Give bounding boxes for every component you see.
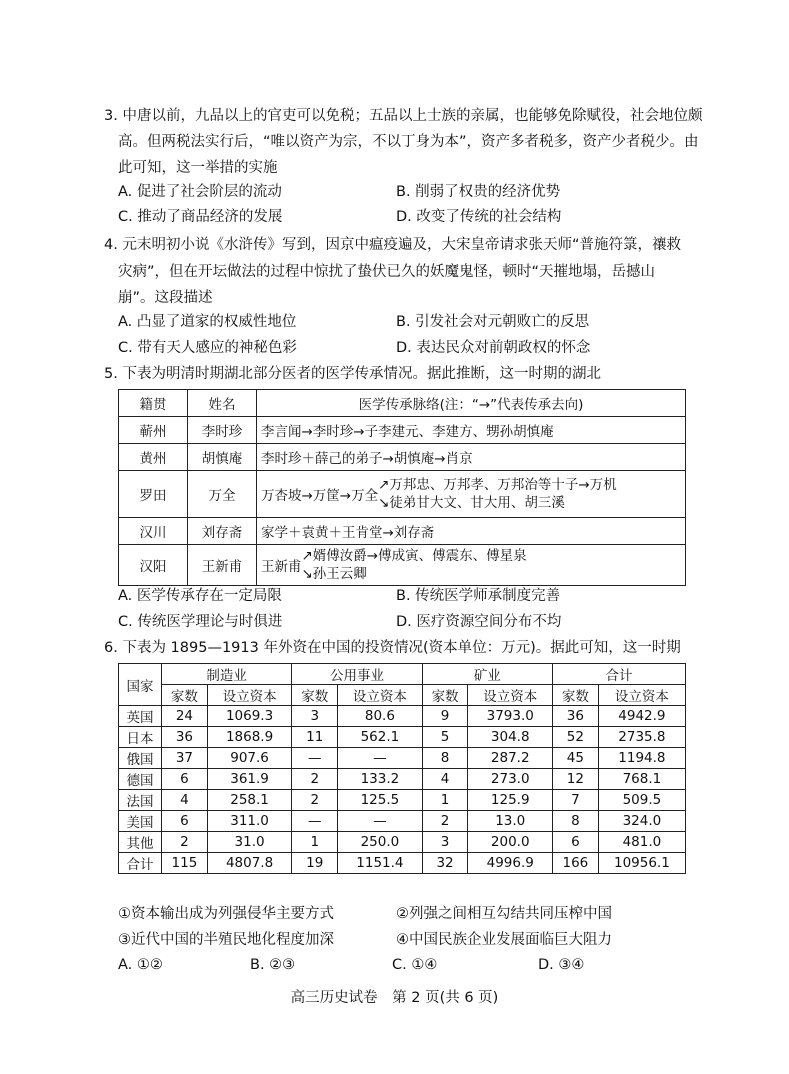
q6-cell: 200.0 xyxy=(468,832,553,853)
q6-cell: 8 xyxy=(552,811,598,832)
q5-row-lineage-cell xyxy=(257,471,686,518)
q6-table-row xyxy=(119,769,686,790)
q6-cell: 6 xyxy=(162,811,208,832)
q6-cell: 80.6 xyxy=(338,706,423,727)
q5-branch-upper: ↗婿傅汝爵→傅成寅、傅震东、傅星泉 xyxy=(301,548,527,564)
q6-cell: 19 xyxy=(292,853,338,874)
q6-row-country: 俄国 xyxy=(119,748,162,769)
q6-cell: 2735.8 xyxy=(598,727,685,748)
q6-table-row xyxy=(119,790,686,811)
q6-cell: 3793.0 xyxy=(468,706,553,727)
q6-cell: — xyxy=(338,811,423,832)
q6-table-body xyxy=(119,706,686,874)
q6-header-country: 国家 xyxy=(119,664,162,706)
q6-option-b[interactable]: B. ②③ xyxy=(250,957,296,973)
q6-cell: 31.0 xyxy=(207,832,292,853)
q6-row-country: 德国 xyxy=(119,769,162,790)
q6-sub-capital: 设立资本 xyxy=(207,685,292,706)
q3-stem-line-3: 此可知，这一举措的实施 xyxy=(118,160,278,176)
q6-investment-table xyxy=(118,663,686,874)
q5-branch-upper: ↗万邦忠、万邦孝、万邦治等十子→万机 xyxy=(378,477,617,493)
q6-option-d[interactable]: D. ③④ xyxy=(538,957,585,973)
q6-cell: 10956.1 xyxy=(598,853,685,874)
q6-row-country: 合计 xyxy=(119,853,162,874)
q6-cell: 37 xyxy=(162,748,208,769)
q6-table-row xyxy=(119,706,686,727)
q4-option-b[interactable]: B. 引发社会对元朝败亡的反思 xyxy=(396,314,590,330)
q6-cell: 361.9 xyxy=(207,769,292,790)
q6-table-row xyxy=(119,811,686,832)
q6-cell: 6 xyxy=(552,832,598,853)
q5-row-name: 王新甫 xyxy=(188,545,257,586)
q6-cell: 4807.8 xyxy=(207,853,292,874)
q6-cell: 481.0 xyxy=(598,832,685,853)
q6-option-a[interactable]: A. ①② xyxy=(118,957,163,973)
q6-cell: 4 xyxy=(162,790,208,811)
q6-sub-count: 家数 xyxy=(422,685,468,706)
q6-group-manufacturing: 制造业 xyxy=(162,664,292,685)
q6-sub-count: 家数 xyxy=(162,685,208,706)
q5-row-place: 罗田 xyxy=(119,471,188,518)
q5-row-name: 胡慎庵 xyxy=(188,444,257,471)
q5-stem: 5. 下表为明清时期湖北部分医者的医学传承情况。据此推断，这一时期的湖北 xyxy=(104,366,601,382)
page-footer: 高三历史试卷 第 2 页(共 6 页) xyxy=(290,990,499,1006)
q6-cell: 6 xyxy=(162,769,208,790)
q6-cell: 24 xyxy=(162,706,208,727)
q6-cell: 1151.4 xyxy=(338,853,423,874)
q6-cell: — xyxy=(292,811,338,832)
q6-cell: 125.5 xyxy=(338,790,423,811)
q6-sub-count: 家数 xyxy=(292,685,338,706)
q6-cell: 166 xyxy=(552,853,598,874)
q6-cell: 36 xyxy=(552,706,598,727)
q5-header-lineage: 医学传承脉络(注：“→”代表传承去向) xyxy=(257,390,686,417)
q3-stem-line-2: 高。但两税法实行后，“唯以资产为宗，不以丁身为本”，资产多者税多，资产少者税少。由 xyxy=(118,134,699,150)
q6-table-row xyxy=(119,853,686,874)
q5-row-place: 汉阳 xyxy=(119,545,188,586)
q6-table-row xyxy=(119,832,686,853)
q5-row-lineage-cell xyxy=(257,545,686,586)
q4-option-d[interactable]: D. 表达民众对前朝政权的怀念 xyxy=(396,340,591,356)
q6-statement-1: ①资本输出成为列强侵华主要方式 xyxy=(118,906,334,922)
q6-cell: 13.0 xyxy=(468,811,553,832)
q6-cell: 250.0 xyxy=(338,832,423,853)
q5-header-name: 姓名 xyxy=(188,390,257,417)
q6-sub-capital: 设立资本 xyxy=(598,685,685,706)
q6-statement-2: ②列强之间相互勾结共同压榨中国 xyxy=(396,906,612,922)
q6-cell: 115 xyxy=(162,853,208,874)
q5-row-name: 刘存斋 xyxy=(188,518,257,545)
q5-option-d[interactable]: D. 医疗资源空间分布不均 xyxy=(396,614,562,630)
q5-branch-lower: ↘徒弟甘大文、甘大用、胡三溪 xyxy=(378,495,565,511)
q6-table-row xyxy=(119,727,686,748)
q5-row-lineage: 李时珍＋薛己的弟子→胡慎庵→肖京 xyxy=(257,444,686,471)
q6-cell: — xyxy=(338,748,423,769)
q6-cell: 311.0 xyxy=(207,811,292,832)
q6-cell: 32 xyxy=(422,853,468,874)
q6-cell: 5 xyxy=(422,727,468,748)
q3-option-d[interactable]: D. 改变了传统的社会结构 xyxy=(396,209,562,225)
q6-row-country: 英国 xyxy=(119,706,162,727)
q6-cell: 2 xyxy=(292,769,338,790)
q5-header-place: 籍贯 xyxy=(119,390,188,417)
q6-cell: 287.2 xyxy=(468,748,553,769)
q6-statement-4: ④中国民族企业发展面临巨大阻力 xyxy=(396,932,612,948)
q6-option-c[interactable]: C. ①④ xyxy=(392,957,438,973)
q6-cell: 2 xyxy=(292,790,338,811)
q3-stem-line-1: 3. 中唐以前，九品以上的官吏可以免税；五品以上士族的亲属，也能够免除赋役，社会地位颇 xyxy=(104,108,703,124)
q5-option-c[interactable]: C. 传统医学理论与时俱进 xyxy=(118,614,283,630)
q6-cell: 1868.9 xyxy=(207,727,292,748)
q6-cell: 7 xyxy=(552,790,598,811)
q5-row-lineage: 万杏坡→万筐→万全 xyxy=(261,488,379,504)
q5-branch-lower: ↘孙王云卿 xyxy=(301,566,367,582)
q6-cell: 324.0 xyxy=(598,811,685,832)
q3-option-c[interactable]: C. 推动了商品经济的发展 xyxy=(118,209,283,225)
q6-cell: 1194.8 xyxy=(598,748,685,769)
q6-row-country: 美国 xyxy=(119,811,162,832)
q6-sub-count: 家数 xyxy=(552,685,598,706)
q5-row-name: 万全 xyxy=(188,471,257,518)
q6-cell: 45 xyxy=(552,748,598,769)
q5-row-place: 汉川 xyxy=(119,518,188,545)
q6-cell: 11 xyxy=(292,727,338,748)
q5-row-place: 黄州 xyxy=(119,444,188,471)
q6-sub-capital: 设立资本 xyxy=(338,685,423,706)
q6-cell: 907.6 xyxy=(207,748,292,769)
q6-sub-capital: 设立资本 xyxy=(468,685,553,706)
q6-group-total: 合计 xyxy=(552,664,685,685)
q5-row-name: 李时珍 xyxy=(188,417,257,444)
q6-cell: 52 xyxy=(552,727,598,748)
q6-cell: 2 xyxy=(422,811,468,832)
q5-row-lineage: 家学＋袁黄＋王肯堂→刘存斋 xyxy=(257,518,686,545)
q4-stem-line-3: 崩”。这段描述 xyxy=(118,290,213,306)
q5-option-a[interactable]: A. 医学传承存在一定局限 xyxy=(118,588,282,604)
q3-option-a[interactable]: A. 促进了社会阶层的流动 xyxy=(118,184,282,200)
q6-cell: 1 xyxy=(422,790,468,811)
q6-stem: 6. 下表为 1895—1913 年外资在中国的投资情况(资本单位：万元)。据此可知，这一时期 xyxy=(104,640,681,656)
q6-cell: 562.1 xyxy=(338,727,423,748)
q6-cell: 273.0 xyxy=(468,769,553,790)
q4-stem-line-1: 4. 元末明初小说《水浒传》写到，因京中瘟疫遍及，大宋皇帝请求张天师“普施符箓，禳救 xyxy=(104,237,681,253)
q6-cell: 125.9 xyxy=(468,790,553,811)
q6-cell: 2 xyxy=(162,832,208,853)
q5-row-place: 蕲州 xyxy=(119,417,188,444)
q6-cell: 1 xyxy=(292,832,338,853)
q6-cell: 4942.9 xyxy=(598,706,685,727)
q6-cell: 4996.9 xyxy=(468,853,553,874)
q6-cell: 3 xyxy=(292,706,338,727)
q6-cell: 12 xyxy=(552,769,598,790)
q6-cell: 509.5 xyxy=(598,790,685,811)
q6-cell: — xyxy=(292,748,338,769)
q6-cell: 36 xyxy=(162,727,208,748)
q5-row-lineage: 王新甫 xyxy=(261,559,302,575)
q6-cell: 768.1 xyxy=(598,769,685,790)
q6-row-country: 日本 xyxy=(119,727,162,748)
q6-cell: 9 xyxy=(422,706,468,727)
q6-group-utilities: 公用事业 xyxy=(292,664,422,685)
q6-cell: 3 xyxy=(422,832,468,853)
q6-statement-3: ③近代中国的半殖民地化程度加深 xyxy=(118,932,334,948)
q5-option-b[interactable]: B. 传统医学师承制度完善 xyxy=(396,588,561,604)
q6-row-country: 其他 xyxy=(119,832,162,853)
q6-group-mining: 矿业 xyxy=(422,664,552,685)
q4-stem-line-2: 灾病”，但在开坛做法的过程中惊扰了蛰伏已久的妖魔鬼怪，顿时“天摧地塌，岳撼山 xyxy=(118,264,656,280)
q6-cell: 258.1 xyxy=(207,790,292,811)
q4-option-a[interactable]: A. 凸显了道家的权威性地位 xyxy=(118,314,297,330)
q6-cell: 4 xyxy=(422,769,468,790)
q6-row-country: 法国 xyxy=(119,790,162,811)
q6-cell: 133.2 xyxy=(338,769,423,790)
q6-cell: 1069.3 xyxy=(207,706,292,727)
q6-cell: 304.8 xyxy=(468,727,553,748)
q6-table-row xyxy=(119,748,686,769)
q4-option-c[interactable]: C. 带有天人感应的神秘色彩 xyxy=(118,340,297,356)
q5-row-lineage: 李言闻→李时珍→子李建元、李建方、甥孙胡慎庵 xyxy=(257,417,686,444)
q6-cell: 8 xyxy=(422,748,468,769)
q5-lineage-table xyxy=(118,389,686,586)
q3-option-b[interactable]: B. 削弱了权贵的经济优势 xyxy=(396,184,561,200)
